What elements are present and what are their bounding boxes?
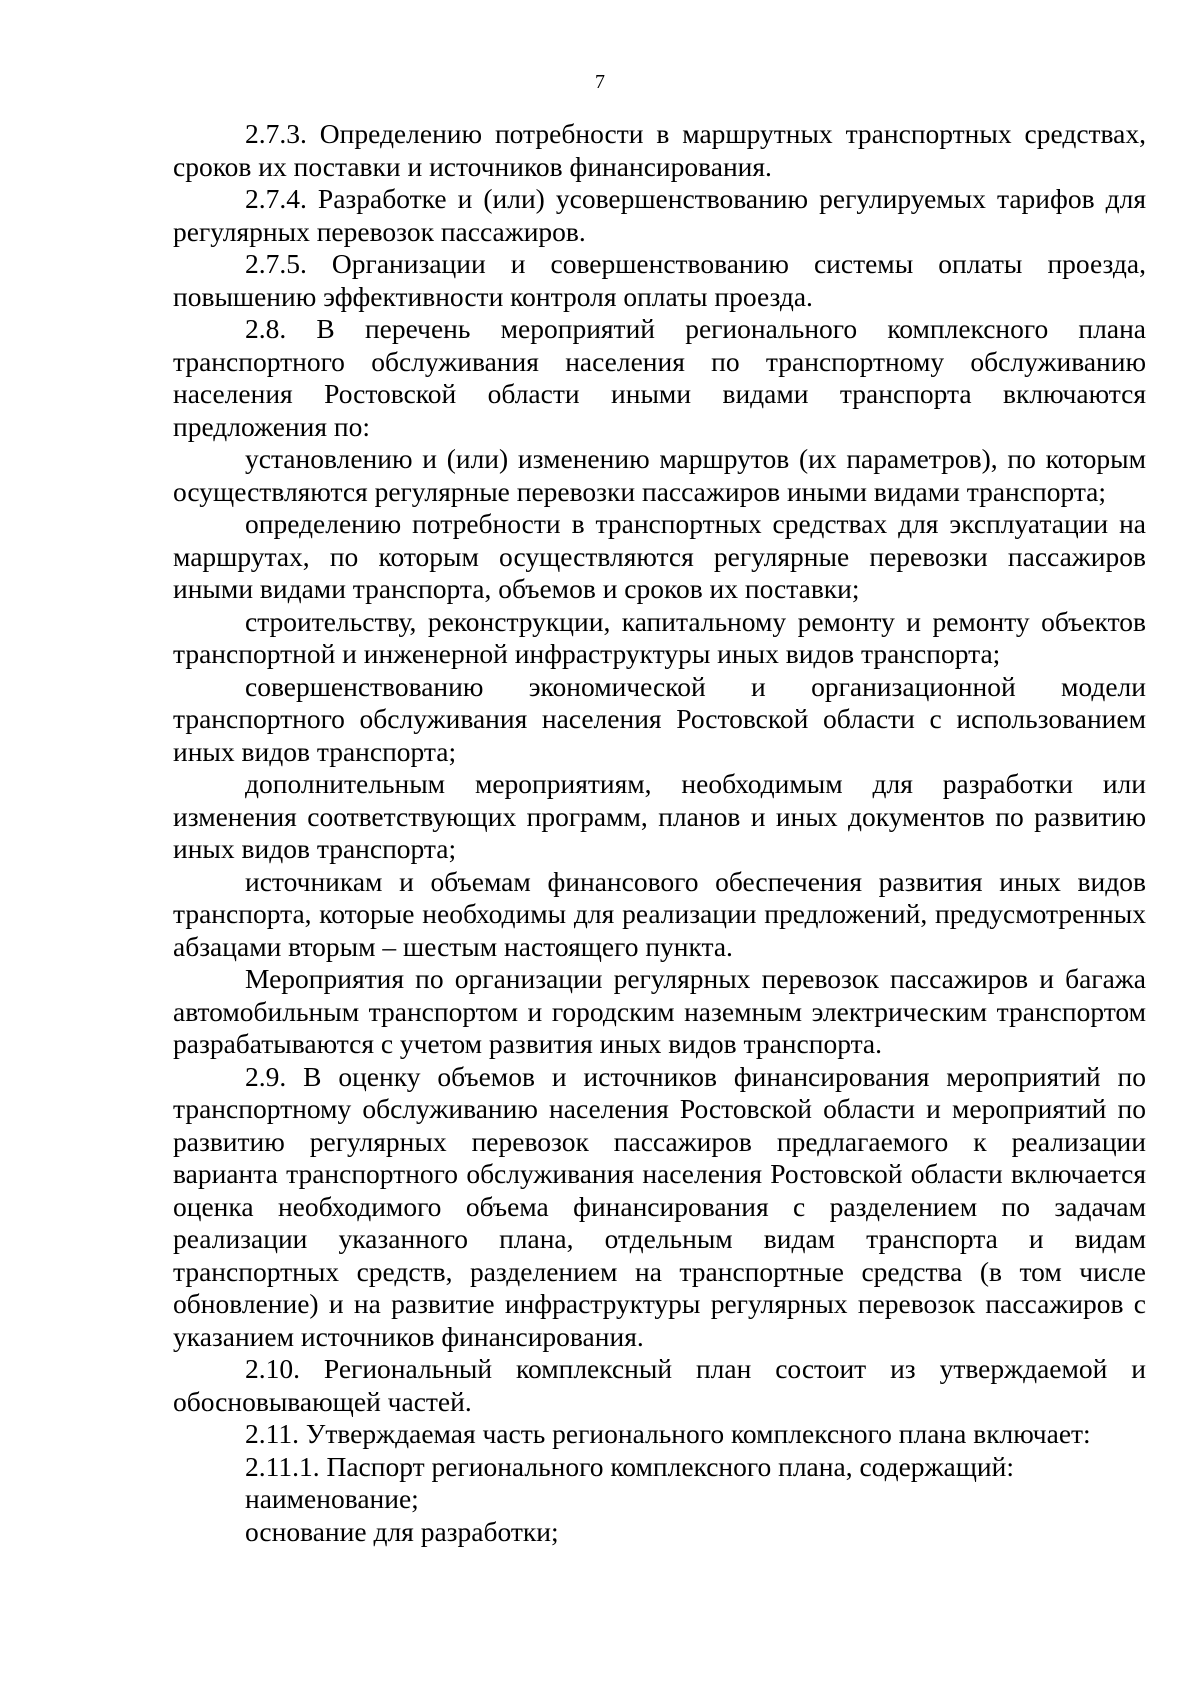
paragraph-2-8: 2.8. В перечень мероприятий регионального комплексного плана транспортного обслуживания населения по транспортному обслуживанию населения Ростовской области иными видами транспорта включаются предложения по: <box>173 313 1146 442</box>
paragraph-2-8-item-construction: строительству, реконструкции, капитальному ремонту и ремонту объектов транспортной и инженерной инфраструктуры иных видов транспорта; <box>173 605 1146 669</box>
paragraph-2-7-3: 2.7.3. Определению потребности в маршрутных транспортных средствах, сроков их поставки и источников финансирования. <box>173 118 1146 182</box>
paragraph-2-11: 2.11. Утверждаемая часть регионального комплексного плана включает: <box>245 1418 1091 1449</box>
paragraph-2-11-1: 2.11.1. Паспорт регионального комплексного плана, содержащий: <box>245 1450 1015 1482</box>
paragraph-2-8-measures: Мероприятия по организации регулярных перевозок пассажиров и багажа автомобильным транспортом и городским наземным электрическим транспортом разрабатываются с учетом развития иных видов транспорта. <box>173 963 1146 1059</box>
paragraph-2-8-item-vehicles: определению потребности в транспортных средствах для эксплуатации на маршрутах, по которым осуществляются регулярные перевозки пассажиров иными видами транспорта, объемов и сроков их поставки; <box>173 508 1146 604</box>
paragraph-2-11-1-item-name: наименование; <box>245 1483 419 1514</box>
paragraph-2-8-item-funding: источникам и объемам финансового обеспечения развития иных видов транспорта, которые необходимы для реализации предложений, предусмотренных абзацами вторым – шестым настоящего пункта. <box>173 865 1146 962</box>
paragraph-2-8-item-model: совершенствованию экономической и организационной модели транспортного обслуживания населения Ростовской области с использованием иных видов транспорта; <box>173 670 1146 767</box>
paragraph-2-11-1-item-basis: основание для разработки; <box>245 1515 559 1547</box>
paragraph-2-10: 2.10. Региональный комплексный план состоит из утверждаемой и обосновывающей частей. <box>173 1353 1146 1417</box>
page-number: 7 <box>595 71 605 93</box>
paragraph-2-8-item-routes: установлению и (или) изменению маршрутов (их параметров), по которым осуществляются регулярные перевозки пассажиров иными видами транспорта; <box>173 443 1146 507</box>
paragraph-2-8-item-additional: дополнительным мероприятиям, необходимым для разработки или изменения соответствующих программ, планов и иных документов по развитию иных видов транспорта; <box>173 768 1146 864</box>
document-body <box>173 118 1146 1548</box>
paragraph-2-7-5: 2.7.5. Организации и совершенствованию системы оплаты проезда, повышению эффективности контроля оплаты проезда. <box>173 248 1146 312</box>
paragraph-2-7-4: 2.7.4. Разработке и (или) усовершенствованию регулируемых тарифов для регулярных перевозок пассажиров. <box>173 183 1146 247</box>
paragraph-2-9: 2.9. В оценку объемов и источников финансирования мероприятий по транспортному обслуживанию населения Ростовской области и мероприятий по развитию регулярных перевозок пассажиров предлагаемого к реализации варианта транспортного обслуживания населения Ростовской области включается оценка необходимого объема финансирования с разделением по задачам реализации указанного плана, отдельным видам транспорта и видам транспортных средств, разделением на транспортные средства (в том числе обновление) и на развитие инфраструктуры регулярных перевозок пассажиров с указанием источников финансирования. <box>173 1060 1146 1352</box>
